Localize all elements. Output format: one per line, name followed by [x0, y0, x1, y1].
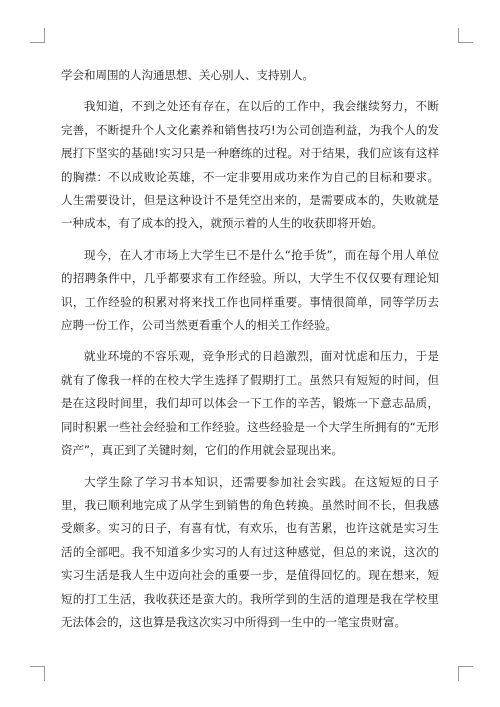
document-body [61, 64, 439, 642]
paragraph-5: 大学生除了学习书本知识，还需要参加社会实践。在这短短的日子里，我已顺利地完成了从学生到销售的角色转换。虽然时间不长，但我感受颇多。实习的日子，有喜有忧，有欢乐，也有苦累，也许这就是实习生活的全部吧。我不知道多少实习的人有过这种感觉，但总的来说，这次的实习生活是我人生中迈向社会的重要一步，是值得回忆的。现在想来，短短的打工生活，我收获还是蛮大的。我所学到的生活的道理是我在学校里无法体会的，这也算是我这次实习中所得到一生中的一笔宝贵财富。 [61, 474, 439, 629]
paragraph-4: 就业环境的不容乐观，竞争形式的日趋激烈，面对忧虑和压力，于是就有了像我一样的在校大学生选择了假期打工。虽然只有短短的时间，但是在这段时间里，我们却可以体会一下工作的辛苦，锻炼一下意志品质，同时积累一些社会经验和工作经验。这些经验是一个大学生所拥有的“无形资产”，真正到了关键时刻，它们的作用就会显现出来。 [61, 349, 439, 458]
crop-mark-top-left [30, 28, 45, 43]
paragraph-3: 现今，在人才市场上大学生已不是什么“抢手货”，而在每个用人单位的招聘条件中，几乎都要求有工作经验。所以，大学生不仅仅要有理论知识，工作经验的积累对将来找工作也同样重要。事情很简单，同等学历去应聘一份工作，公司当然更看重个人的相关工作经验。 [61, 247, 439, 333]
paragraph-2: 我知道，不到之处还有存在，在以后的工作中，我会继续努力，不断完善，不断提升个人文化素养和销售技巧!为公司创造利益，为我个人的发展打下坚实的基础!实习只是一种磨练的过程。对于结果，我们应该有这样的胸襟：不以成败论英雄，不一定非要用成功来作为自己的目标和要求。人生需要设计，但是这种设计不是凭空出来的，是需要成本的，失败就是一种成本，有了成本的投入，就预示着的人生的收获即将开始。 [61, 99, 439, 231]
crop-mark-top-right [458, 28, 473, 43]
crop-mark-bottom-right [458, 666, 473, 681]
paragraph-1: 学会和周围的人沟通思想、关心别人、支持别人。 [61, 68, 314, 82]
crop-mark-bottom-left [30, 666, 45, 681]
